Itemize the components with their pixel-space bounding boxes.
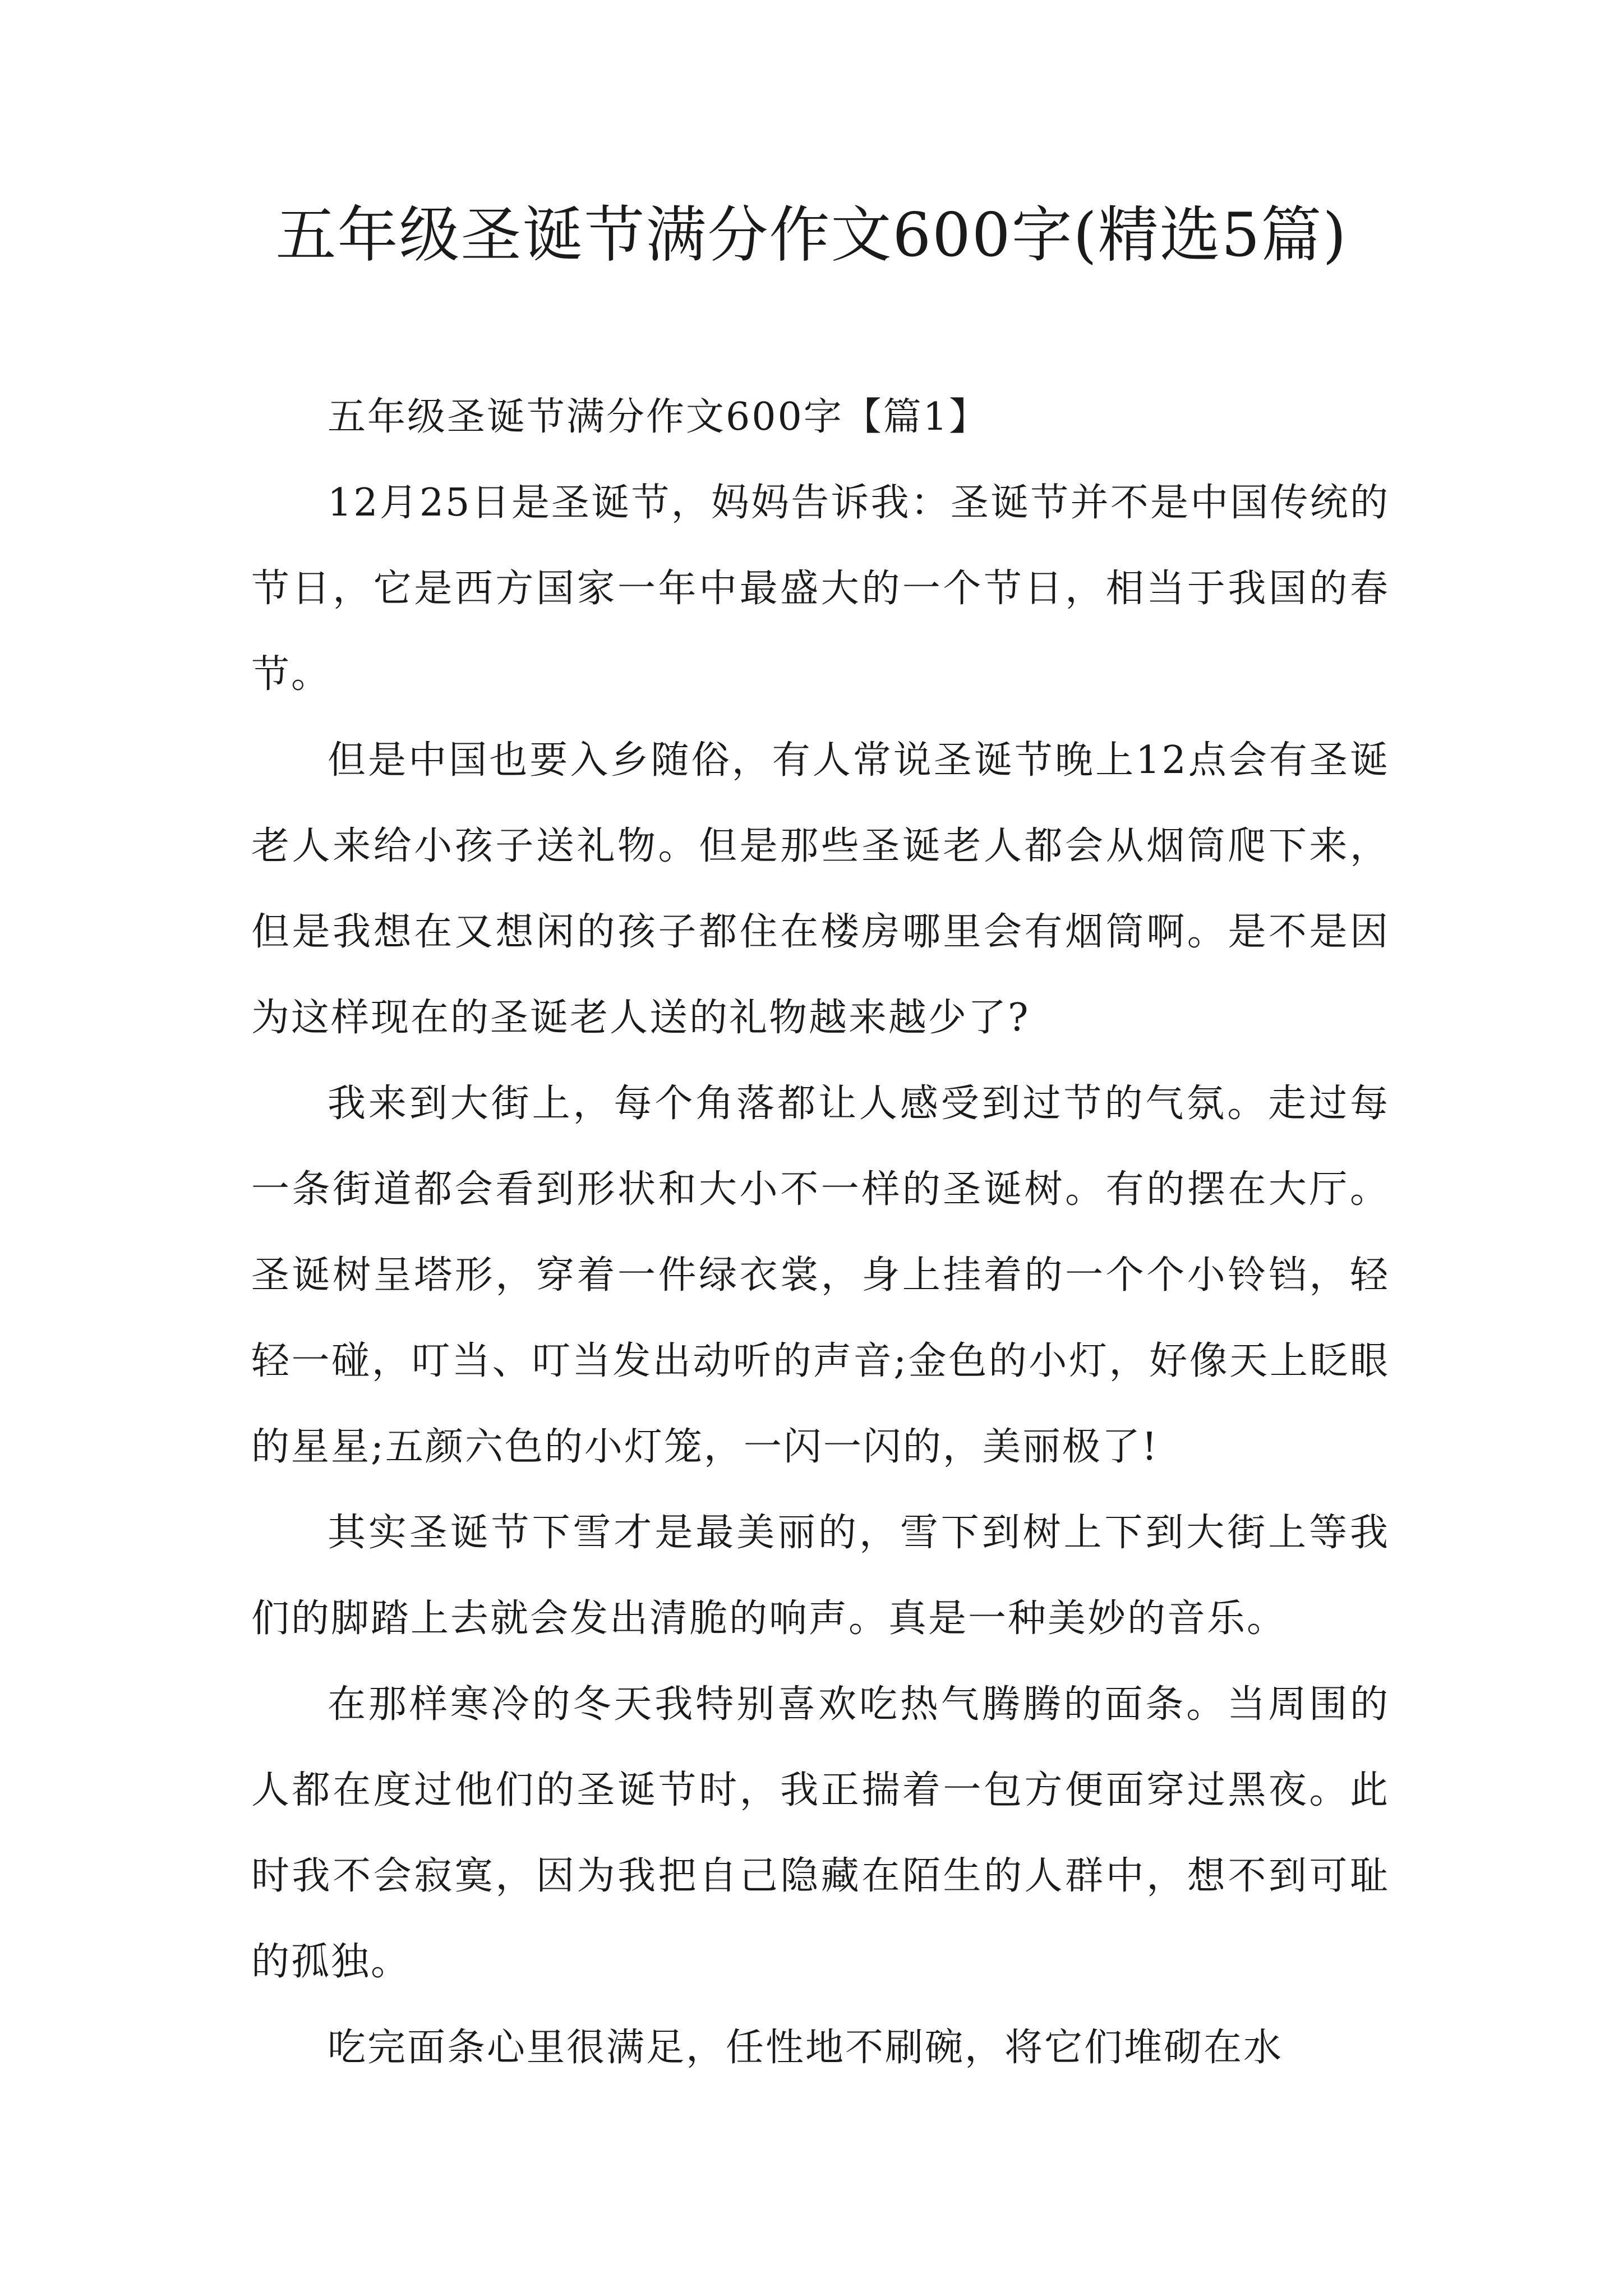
document-title: 五年级圣诞节满分作文600字(精选5篇)	[275, 200, 1348, 270]
paragraph-2: 但是中国也要入乡随俗，有人常说圣诞节晚上12点会有圣诞老人来给小孩子送礼物。但是那些圣诞老人都会从烟筒爬下来，但是我想在又想闲的孩子都住在楼房哪里会有烟筒啊。是不是因为这样现在的圣诞老人送的礼物越来越少了?	[251, 738, 1390, 1040]
paragraph-6: 吃完面条心里很满足，任性地不刷碗，将它们堆砌在水	[328, 2026, 1284, 2070]
paragraph-1: 12月25日是圣诞节，妈妈告诉我：圣诞节并不是中国传统的节日，它是西方国家一年中最盛大的一个节日，相当于我国的春节。	[251, 481, 1390, 697]
paragraph-3: 我来到大街上，每个角落都让人感受到过节的气氛。走过每一条街道都会看到形状和大小不一样的圣诞树。有的摆在大厅。圣诞树呈塔形，穿着一件绿衣裳，身上挂着的一个个小铃铛，轻轻一碰，叮当、叮当发出动听的声音;金色的小灯，好像天上眨眼的星星;五颜六色的小灯笼，一闪一闪的，美丽极了!	[251, 1082, 1390, 1469]
section-heading: 五年级圣诞节满分作文600字【篇1】	[328, 395, 989, 439]
document-body	[251, 374, 1390, 2091]
paragraph-4: 其实圣诞节下雪才是最美丽的，雪下到树上下到大街上等我们的脚踏上去就会发出清脆的响声。真是一种美妙的音乐。	[251, 1511, 1390, 1641]
paragraph-5: 在那样寒冷的冬天我特别喜欢吃热气腾腾的面条。当周围的人都在度过他们的圣诞节时，我正揣着一包方便面穿过黑夜。此时我不会寂寞，因为我把自己隐藏在陌生的人群中，想不到可耻的孤独。	[251, 1682, 1390, 1984]
